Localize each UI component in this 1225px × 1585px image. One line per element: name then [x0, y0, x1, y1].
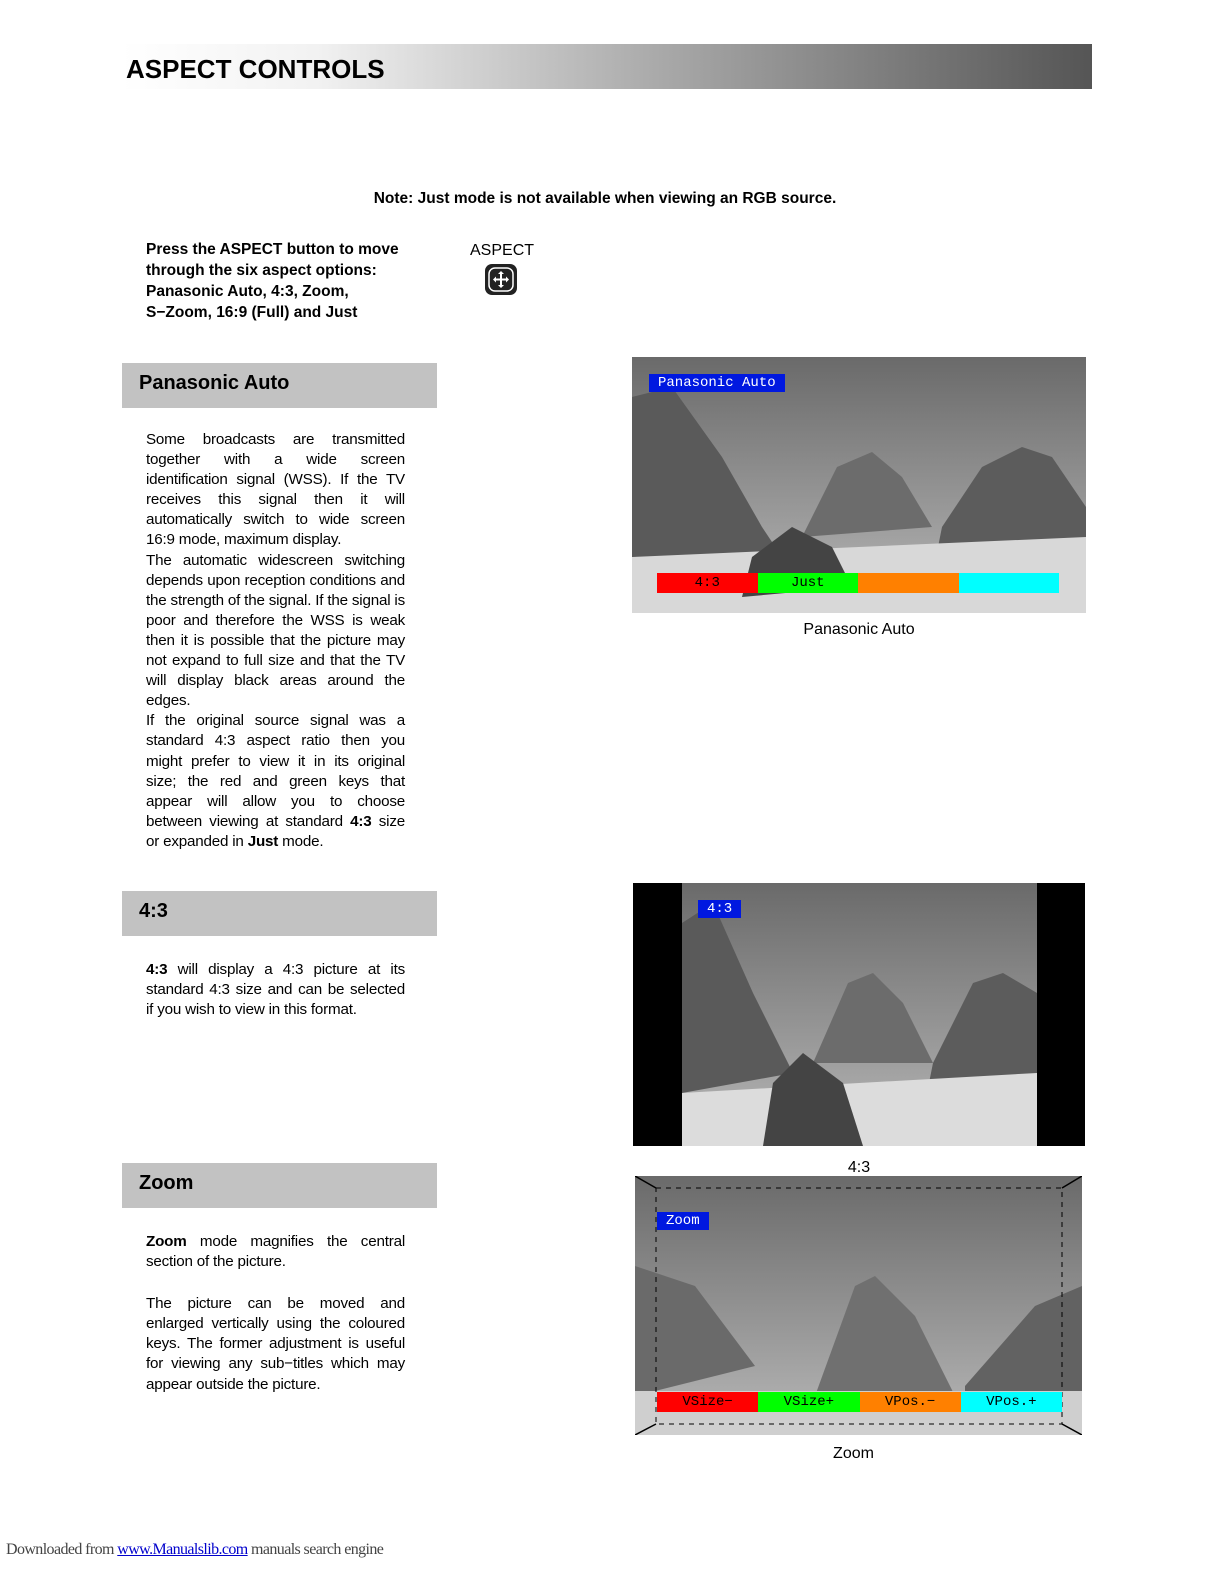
section-title: Zoom: [139, 1172, 194, 1194]
header-bar: [122, 44, 1092, 89]
panasonic-auto-screen: [632, 357, 1086, 613]
osd-mode-label: 4:3: [698, 900, 741, 918]
bold-text: 4:3: [350, 812, 372, 830]
paragraph: Some broadcasts are transmitted together with a wide screen identification signal (WSS). If the TV receives this signal then it will automatically switch to wide screen 16:9 mode, maximum display.: [146, 431, 405, 549]
paragraph: The picture can be moved and enlarged vertically using the coloured keys. The former adjustment is useful for viewing any sub−titles which may appear outside the picture.: [146, 1295, 405, 1393]
section-header-4-3: [122, 891, 437, 936]
bold-text: 4:3: [146, 961, 168, 978]
red-key-vsize-minus[interactable]: VSize−: [657, 1392, 758, 1412]
aspect-label: ASPECT: [470, 242, 535, 259]
intro-text: Press the ASPECT button to move through the six aspect options: Panasonic Auto, 4:3, Zoom, S−Zoom, 16:9 (Full) and Just: [146, 241, 399, 321]
4-3-text: [146, 960, 405, 1020]
zoom-screen: [635, 1176, 1082, 1435]
footer-text: Downloaded from: [6, 1541, 118, 1558]
mountain-image: [633, 883, 1085, 1146]
text: If the original source signal was a standard 4:3 aspect ratio then you might prefer to view it in its original size; the red and green keys that appear will allow you to choose between viewing at standard: [146, 712, 405, 830]
yellow-key-vpos-minus[interactable]: VPos.−: [860, 1392, 961, 1412]
section-header-panasonic-auto: [122, 363, 437, 408]
aspect-arrows-icon: [485, 264, 517, 295]
text: will display a 4:3 picture at its standard 4:3 size and can be selected if you wish to view in this format.: [146, 961, 405, 1019]
blue-key[interactable]: [959, 573, 1060, 593]
paragraph: [146, 711, 405, 852]
text: mode magnifies the central section of the picture.: [146, 1233, 405, 1271]
osd-mode-label: Panasonic Auto: [649, 374, 785, 392]
footer-text: manuals search engine: [247, 1541, 384, 1558]
osd-mode-label: Zoom: [657, 1212, 709, 1230]
zoom-text: [146, 1232, 405, 1395]
green-key-just[interactable]: Just: [758, 573, 859, 593]
bold-text: Zoom: [146, 1233, 187, 1250]
manualslib-link[interactable]: www.Manualslib.com: [117, 1541, 248, 1558]
section-header-zoom: [122, 1163, 437, 1208]
note: Note: Just mode is not available when viewing an RGB source.: [373, 190, 837, 207]
footer: [6, 1541, 383, 1559]
text: mode.: [278, 832, 324, 850]
caption: Zoom: [833, 1445, 874, 1462]
green-key-vsize-plus[interactable]: VSize+: [758, 1392, 859, 1412]
text: size or expanded in: [146, 812, 405, 850]
section-title: Panasonic Auto: [139, 372, 290, 394]
4-3-screen: [633, 883, 1085, 1146]
blue-key-vpos-plus[interactable]: VPos.+: [961, 1392, 1062, 1412]
bold-text: Just: [247, 832, 279, 850]
caption: Panasonic Auto: [803, 621, 915, 638]
paragraph: The automatic widescreen switching depends upon reception conditions and the strength of the signal. If the signal is poor and therefore the WSS is weak then it is possible that the picture may not expand to full size and that the TV will display black areas around the edges.: [146, 551, 405, 710]
caption: 4:3: [847, 1159, 871, 1176]
paragraph: [146, 1232, 405, 1272]
panasonic-auto-text: [146, 430, 405, 852]
page-title: ASPECT CONTROLS: [126, 54, 385, 84]
yellow-key[interactable]: [858, 573, 959, 593]
red-key-4-3[interactable]: 4:3: [657, 573, 758, 593]
section-title: 4:3: [139, 900, 168, 922]
